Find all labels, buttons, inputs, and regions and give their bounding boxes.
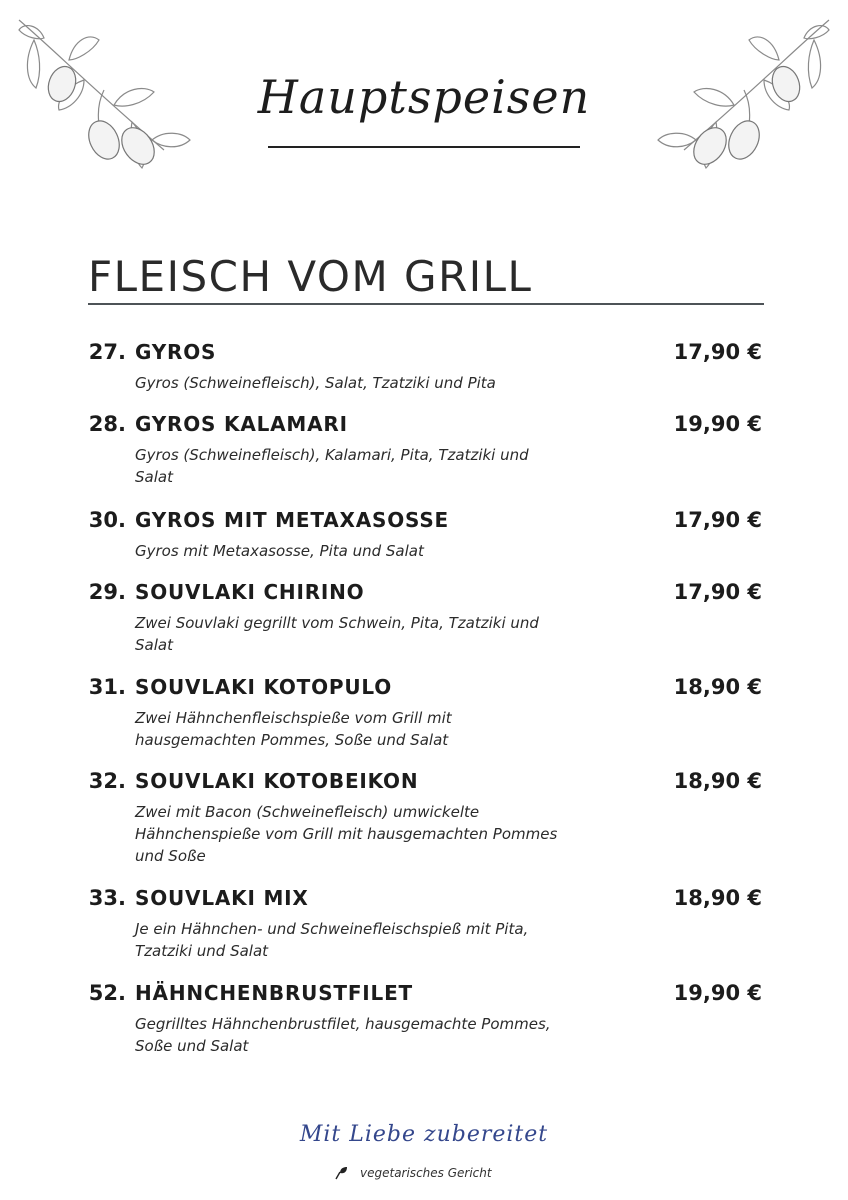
item-description-line: Salat [135, 468, 173, 486]
item-number: 33. [88, 886, 126, 910]
item-price: 19,90 € [673, 412, 762, 436]
item-name: GYROS [135, 340, 217, 364]
item-name: GYROS MIT METAXASOSSE [135, 508, 449, 532]
item-description [135, 540, 625, 562]
item-description-line: Hähnchenspieße vom Grill mit hausgemachten Pommes [135, 825, 558, 843]
item-price: 17,90 € [673, 580, 762, 604]
item-description-line: Zwei mit Bacon (Schweinefleisch) umwickelte [135, 803, 480, 821]
item-price: 17,90 € [673, 508, 762, 532]
item-name: HÄHNCHENBRUSTFILET [135, 981, 413, 1005]
item-description-line: Gyros (Schweinefleisch), Salat, Tzatziki und Pita [135, 374, 496, 392]
item-price: 18,90 € [673, 886, 762, 910]
item-name: SOUVLAKI CHIRINO [135, 580, 365, 604]
item-name: SOUVLAKI MIX [135, 886, 309, 910]
item-description-line: und Soße [135, 847, 206, 865]
item-description [135, 801, 625, 867]
item-number: 30. [88, 508, 126, 532]
item-description-line: Je ein Hähnchen- und Schweinefleischspieß mit Pita, [135, 920, 529, 938]
item-description-line: Zwei Hähnchenfleischspieße vom Grill mit [135, 709, 452, 727]
section-heading: FLEISCH VOM GRILL [88, 252, 533, 301]
item-description [135, 372, 625, 394]
item-number: 32. [88, 769, 126, 793]
item-description-line: Gegrilltes Hähnchenbrustfilet, hausgemachte Pommes, [135, 1015, 551, 1033]
item-description-line: hausgemachten Pommes, Soße und Salat [135, 731, 449, 749]
item-description-line: Gyros mit Metaxasosse, Pita und Salat [135, 542, 424, 560]
item-number: 52. [88, 981, 126, 1005]
page-title: Hauptspeisen [257, 70, 591, 124]
item-description [135, 1013, 625, 1057]
item-description-line: Tzatziki und Salat [135, 942, 269, 960]
item-description-line: Gyros (Schweinefleisch), Kalamari, Pita, Tzatziki und [135, 446, 529, 464]
item-number: 28. [88, 412, 126, 436]
item-price: 18,90 € [673, 769, 762, 793]
legend-text: vegetarisches Gericht [360, 1166, 492, 1180]
item-description-line: Zwei Souvlaki gegrillt vom Schwein, Pita, Tzatziki und [135, 614, 539, 632]
footer-tagline: Mit Liebe zubereitet [299, 1122, 549, 1147]
item-description-line: Soße und Salat [135, 1037, 249, 1055]
item-number: 29. [88, 580, 126, 604]
item-price: 19,90 € [673, 981, 762, 1005]
section-divider [88, 303, 764, 305]
item-number: 31. [88, 675, 126, 699]
item-name: SOUVLAKI KOTOBEIKON [135, 769, 419, 793]
leaf-icon [334, 1166, 348, 1180]
item-description [135, 444, 625, 488]
item-price: 17,90 € [673, 340, 762, 364]
item-description [135, 707, 625, 751]
vegetarian-legend [334, 1166, 492, 1180]
item-name: SOUVLAKI KOTOPULO [135, 675, 393, 699]
item-number: 27. [88, 340, 126, 364]
item-description-line: Salat [135, 636, 173, 654]
title-underline [268, 146, 580, 148]
item-description [135, 918, 625, 962]
item-price: 18,90 € [673, 675, 762, 699]
item-description [135, 612, 625, 656]
item-name: GYROS KALAMARI [135, 412, 348, 436]
